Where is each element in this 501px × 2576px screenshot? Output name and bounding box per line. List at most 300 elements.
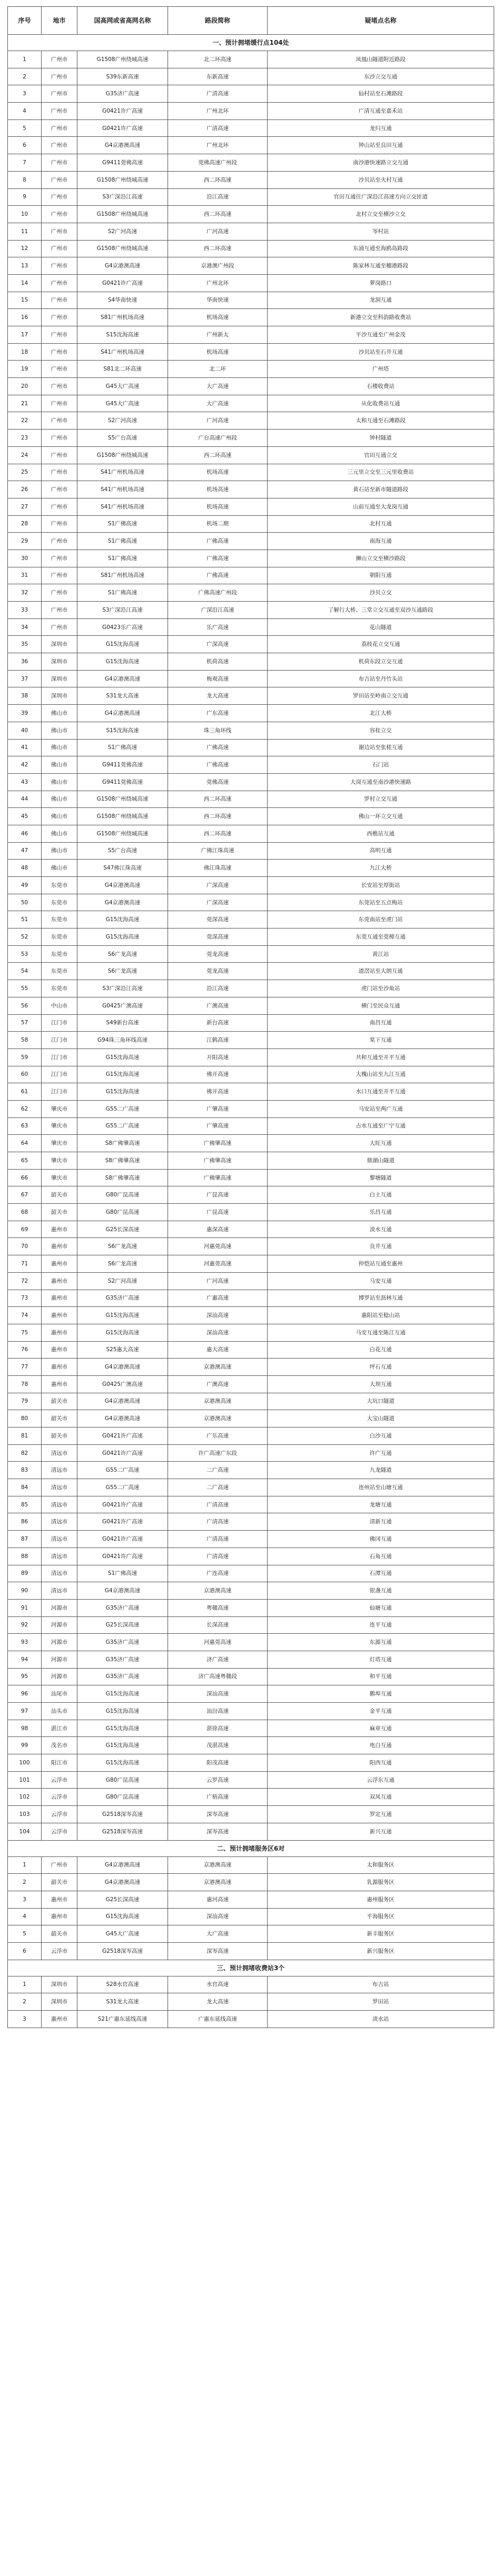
cell-highway: G25长深高速 — [77, 1221, 168, 1238]
cell-section: 广清高速 — [168, 1531, 268, 1548]
cell-index: 69 — [8, 1221, 42, 1238]
cell-index: 28 — [8, 515, 42, 533]
cell-section: 云罗高速 — [168, 1771, 268, 1789]
cell-section: 大广高速 — [168, 378, 268, 395]
cell-city: 肇庆市 — [42, 1117, 77, 1135]
cell-city: 广州市 — [42, 223, 77, 240]
table-row — [8, 1152, 494, 1170]
table-row — [8, 1823, 494, 1840]
cell-index: 92 — [8, 1616, 42, 1634]
table-row — [8, 154, 494, 172]
cell-section: 机场二期 — [168, 515, 268, 533]
table-row — [8, 1651, 494, 1668]
cell-spot: 麻章互通 — [268, 1720, 494, 1737]
cell-highway: S41广州机场高速 — [77, 481, 168, 498]
cell-spot: 高明互通 — [268, 842, 494, 860]
cell-highway: G15沈海高速 — [77, 636, 168, 653]
cell-section: 开阳高速 — [168, 1049, 268, 1066]
cell-highway: G4京港澳高速 — [77, 1856, 168, 1874]
cell-spot: 石角互通 — [268, 1547, 494, 1565]
table-row — [8, 1942, 494, 1960]
cell-highway: G15沈海高速 — [77, 1908, 168, 1925]
cell-highway: S1广佛高速 — [77, 533, 168, 550]
cell-section: 广佛高速 — [168, 550, 268, 567]
cell-city: 东莞市 — [42, 911, 77, 928]
cell-city: 广州市 — [42, 602, 77, 619]
cell-section: 长深高速 — [168, 1616, 268, 1634]
cell-city: 佛山市 — [42, 756, 77, 774]
cell-spot: 荔枝花立交互通 — [268, 636, 494, 653]
cell-spot: 博罗站至沥林互通 — [268, 1290, 494, 1307]
cell-city: 云浮市 — [42, 1806, 77, 1823]
cell-section: 广昆高速 — [168, 1186, 268, 1204]
table-row — [8, 1565, 494, 1582]
cell-spot: 凤凰山隧道附近路段 — [268, 51, 494, 68]
cell-city: 江门市 — [42, 1014, 77, 1032]
cell-spot: 大槐山站至九江互通 — [268, 1066, 494, 1083]
cell-city: 湛江市 — [42, 1720, 77, 1737]
section-title: 二、预计拥堵服务区6对 — [8, 1840, 494, 1856]
table-row — [8, 481, 494, 498]
cell-section: 茂湛高速 — [168, 1737, 268, 1754]
cell-section: 广深高速 — [168, 636, 268, 653]
cell-highway: G4京港澳高速 — [77, 670, 168, 687]
cell-city: 清远市 — [42, 1479, 77, 1496]
cell-section: 湛徐高速 — [168, 1720, 268, 1737]
cell-section: 深岑高速 — [168, 1823, 268, 1840]
table-row — [8, 1771, 494, 1789]
cell-index: 2 — [8, 68, 42, 85]
cell-spot: 和平互通 — [268, 1668, 494, 1685]
cell-index: 10 — [8, 206, 42, 223]
cell-highway: G55二广高速 — [77, 1462, 168, 1479]
cell-index: 98 — [8, 1720, 42, 1737]
cell-spot: 三元里立交至三元里收费站 — [268, 464, 494, 481]
cell-city: 韶关市 — [42, 1427, 77, 1445]
cell-highway: G4京港澳高速 — [77, 137, 168, 154]
cell-spot: 石潭互通 — [268, 1565, 494, 1582]
cell-city: 云浮市 — [42, 1942, 77, 1960]
cell-index: 65 — [8, 1152, 42, 1170]
cell-section: 广佛肇高速 — [168, 1169, 268, 1186]
table-row — [8, 911, 494, 928]
cell-city: 东莞市 — [42, 877, 77, 894]
cell-city: 肇庆市 — [42, 1152, 77, 1170]
cell-spot: 谢边站至张槎互通 — [268, 739, 494, 756]
table-row — [8, 1754, 494, 1772]
cell-highway: G15沈海高速 — [77, 1307, 168, 1324]
table-row — [8, 791, 494, 808]
cell-city: 广州市 — [42, 85, 77, 103]
cell-index: 66 — [8, 1169, 42, 1186]
table-row — [8, 343, 494, 361]
cell-highway: S41广州机场高速 — [77, 498, 168, 515]
cell-city: 河源市 — [42, 1651, 77, 1668]
cell-index: 90 — [8, 1582, 42, 1600]
cell-highway: G2518深岑高速 — [77, 1942, 168, 1960]
cell-highway: S1广佛高速 — [77, 550, 168, 567]
cell-index: 41 — [8, 739, 42, 756]
cell-highway: G25长深高速 — [77, 1616, 168, 1634]
cell-index: 8 — [8, 171, 42, 188]
cell-spot: 白土互通 — [268, 1186, 494, 1204]
table-row — [8, 1307, 494, 1324]
table-row — [8, 119, 494, 137]
cell-highway: S41广州机场高速 — [77, 343, 168, 361]
cell-city: 云浮市 — [42, 1771, 77, 1789]
cell-city: 惠州市 — [42, 2011, 77, 2028]
cell-spot: 黄江站 — [268, 945, 494, 963]
cell-section: 广佛高速 — [168, 533, 268, 550]
cell-highway: G4京港澳高速 — [77, 1393, 168, 1410]
table-row — [8, 1238, 494, 1255]
cell-section: 深汕高速 — [168, 1685, 268, 1703]
cell-spot: 新兴服务区 — [268, 1942, 494, 1960]
cell-highway: S6广龙高速 — [77, 1255, 168, 1273]
cell-index: 95 — [8, 1668, 42, 1685]
cell-city: 惠州市 — [42, 1290, 77, 1307]
cell-highway: G35济广高速 — [77, 1651, 168, 1668]
table-row — [8, 171, 494, 188]
cell-spot: 金平互通 — [268, 1703, 494, 1720]
cell-index: 30 — [8, 550, 42, 567]
cell-highway: G0423乐广高速 — [77, 618, 168, 636]
cell-spot: 共和互通至开平互通 — [268, 1049, 494, 1066]
cell-highway: S8广佛肇高速 — [77, 1169, 168, 1186]
cell-highway: G15沈海高速 — [77, 1720, 168, 1737]
table-row — [8, 1582, 494, 1600]
cell-spot: 罗田站 — [268, 1993, 494, 2011]
table-row — [8, 842, 494, 860]
table-row — [8, 567, 494, 584]
cell-spot: 道滘站至大朗互通 — [268, 963, 494, 980]
cell-index: 26 — [8, 481, 42, 498]
cell-index: 50 — [8, 894, 42, 911]
table-row — [8, 963, 494, 980]
table-row — [8, 2011, 494, 2028]
cell-spot: 广清互通至嘉禾站 — [268, 103, 494, 120]
cell-spot: 阳西互通 — [268, 1754, 494, 1772]
cell-highway: G4京港澳高速 — [77, 705, 168, 722]
cell-city: 佛山市 — [42, 722, 77, 739]
cell-spot: 良井互通 — [268, 1238, 494, 1255]
cell-index: 24 — [8, 446, 42, 464]
cell-highway: G4京港澳高速 — [77, 1359, 168, 1376]
cell-city: 韶关市 — [42, 1393, 77, 1410]
table-row — [8, 1634, 494, 1651]
cell-city: 惠州市 — [42, 1359, 77, 1376]
cell-highway: G15沈海高速 — [77, 1754, 168, 1772]
cell-spot: 北村立交至横沙立交 — [268, 206, 494, 223]
cell-index: 4 — [8, 1908, 42, 1925]
cell-city: 佛山市 — [42, 773, 77, 791]
cell-city: 广州市 — [42, 533, 77, 550]
cell-index: 35 — [8, 636, 42, 653]
cell-section: 西二环高速 — [168, 791, 268, 808]
cell-section: 大广高速 — [168, 1925, 268, 1943]
cell-spot: 东莞南站至虎门站 — [268, 911, 494, 928]
cell-index: 86 — [8, 1513, 42, 1531]
cell-index: 36 — [8, 653, 42, 671]
cell-section: 广州北环 — [168, 274, 268, 292]
cell-spot: 水口互通至开平互通 — [268, 1083, 494, 1101]
cell-spot: 西樵站互通 — [268, 825, 494, 842]
cell-city: 佛山市 — [42, 705, 77, 722]
table-row — [8, 51, 494, 68]
cell-city: 深圳市 — [42, 653, 77, 671]
cell-city: 江门市 — [42, 1032, 77, 1049]
cell-highway: S49新台高速 — [77, 1014, 168, 1032]
cell-city: 深圳市 — [42, 670, 77, 687]
cell-spot: 官田互通往广深沿江高速方向立交匝道 — [268, 188, 494, 206]
cell-index: 102 — [8, 1789, 42, 1806]
cell-spot: 九江大桥 — [268, 860, 494, 877]
cell-city: 江门市 — [42, 1066, 77, 1083]
table-row — [8, 894, 494, 911]
cell-highway: G2518深岑高速 — [77, 1806, 168, 1823]
cell-spot: 淡水互通 — [268, 1221, 494, 1238]
cell-index: 25 — [8, 464, 42, 481]
cell-highway: G2518深岑高速 — [77, 1823, 168, 1840]
cell-index: 22 — [8, 412, 42, 430]
cell-section: 广清高速 — [168, 119, 268, 137]
cell-index: 3 — [8, 85, 42, 103]
cell-highway: G0421许广高速 — [77, 1427, 168, 1445]
cell-spot: 古水互通至广宁互通 — [268, 1117, 494, 1135]
cell-highway: S31龙大高速 — [77, 687, 168, 705]
cell-section: 乐广高速 — [168, 618, 268, 636]
cell-highway: G55二广高速 — [77, 1117, 168, 1135]
cell-highway: G45大广高速 — [77, 378, 168, 395]
cell-city: 广州市 — [42, 257, 77, 275]
table-row — [8, 618, 494, 636]
cell-section: 广佛高速 — [168, 739, 268, 756]
cell-section: 莞龙高速 — [168, 945, 268, 963]
cell-city: 广州市 — [42, 430, 77, 447]
cell-index: 38 — [8, 687, 42, 705]
cell-spot: 云浮东互通 — [268, 1771, 494, 1789]
table-row — [8, 739, 494, 756]
cell-city: 广州市 — [42, 498, 77, 515]
cell-section: 深岑高速 — [168, 1806, 268, 1823]
table-row — [8, 1462, 494, 1479]
cell-index: 34 — [8, 618, 42, 636]
cell-city: 河源市 — [42, 1634, 77, 1651]
cell-spot: 坪石互通 — [268, 1359, 494, 1376]
table-row — [8, 1341, 494, 1359]
cell-section: 广台高速广州段 — [168, 430, 268, 447]
cell-highway: S6广龙高速 — [77, 963, 168, 980]
cell-section: 佛开高速 — [168, 1066, 268, 1083]
cell-index: 100 — [8, 1754, 42, 1772]
cell-spot: 大坝互通 — [268, 1375, 494, 1393]
cell-spot: 新港立交至科韵路收费站 — [268, 309, 494, 326]
table-row — [8, 808, 494, 825]
cell-highway: G15沈海高速 — [77, 1049, 168, 1066]
cell-highway: G1508广州绕城高速 — [77, 51, 168, 68]
table-row — [8, 1204, 494, 1221]
cell-city: 广州市 — [42, 171, 77, 188]
cell-index: 3 — [8, 1891, 42, 1908]
cell-highway: G9411莞佛高速 — [77, 154, 168, 172]
cell-highway: G0421许广高速 — [77, 119, 168, 137]
cell-section: 机场高速 — [168, 343, 268, 361]
cell-city: 阳江市 — [42, 1754, 77, 1772]
cell-city: 深圳市 — [42, 636, 77, 653]
cell-spot: 佛冈互通 — [268, 1531, 494, 1548]
cell-highway: S21广惠东延线高速 — [77, 2011, 168, 2028]
cell-city: 清远市 — [42, 1496, 77, 1513]
cell-spot: 南海互通 — [268, 533, 494, 550]
cell-spot: 马安站至两广互通 — [268, 1100, 494, 1117]
cell-highway: G1508广州绕城高速 — [77, 171, 168, 188]
cell-index: 6 — [8, 137, 42, 154]
cell-city: 肇庆市 — [42, 1100, 77, 1117]
cell-index: 96 — [8, 1685, 42, 1703]
cell-highway: S1广佛高速 — [77, 584, 168, 602]
cell-index: 54 — [8, 963, 42, 980]
cell-spot: 狮山立交至横沙路段 — [268, 550, 494, 567]
table-row — [8, 1599, 494, 1616]
cell-section: 济广高速粤赣段 — [168, 1668, 268, 1685]
table-row — [8, 687, 494, 705]
cell-section: 阳茂高速 — [168, 1754, 268, 1772]
table-row — [8, 825, 494, 842]
table-row — [8, 274, 494, 292]
cell-city: 广州市 — [42, 584, 77, 602]
cell-section: 广昆高速 — [168, 1204, 268, 1221]
cell-index: 43 — [8, 773, 42, 791]
cell-highway: S3广深沿江高速 — [77, 980, 168, 997]
cell-highway: G4京港澳高速 — [77, 894, 168, 911]
cell-spot: 银盏互通 — [268, 1582, 494, 1600]
table-row — [8, 756, 494, 774]
table-body — [8, 35, 494, 2028]
cell-section: 西二环高速 — [168, 808, 268, 825]
table-row — [8, 1789, 494, 1806]
cell-spot: 东源互通 — [268, 1634, 494, 1651]
cell-spot: 灯塔互通 — [268, 1651, 494, 1668]
cell-spot: 岑村站 — [268, 223, 494, 240]
cell-index: 61 — [8, 1083, 42, 1101]
cell-highway: G0425广澳高速 — [77, 1375, 168, 1393]
cell-section: 江鹤高速 — [168, 1032, 268, 1049]
cell-city: 广州市 — [42, 154, 77, 172]
cell-highway: G15沈海高速 — [77, 911, 168, 928]
cell-index: 88 — [8, 1547, 42, 1565]
cell-index: 14 — [8, 274, 42, 292]
cell-city: 东莞市 — [42, 928, 77, 946]
table-row — [8, 85, 494, 103]
table-row — [8, 464, 494, 481]
table-row — [8, 1135, 494, 1152]
cell-city: 广州市 — [42, 567, 77, 584]
cell-city: 中山市 — [42, 997, 77, 1014]
cell-index: 5 — [8, 119, 42, 137]
cell-city: 清远市 — [42, 1582, 77, 1600]
cell-index: 85 — [8, 1496, 42, 1513]
cell-spot: 马安互通 — [268, 1272, 494, 1290]
table-row — [8, 1874, 494, 1891]
table-row — [8, 515, 494, 533]
cell-section: 深汕高速 — [168, 1908, 268, 1925]
cell-highway: G1508广州绕城高速 — [77, 446, 168, 464]
cell-section: 京港澳高速 — [168, 1856, 268, 1874]
cell-city: 清远市 — [42, 1513, 77, 1531]
header-section: 路段简称 — [168, 7, 268, 35]
cell-spot: 了解行大桥、三堂立交互通至双沙互通路段 — [268, 602, 494, 619]
table-row — [8, 1083, 494, 1101]
cell-spot: 虎门站至沙角站 — [268, 980, 494, 997]
table-row — [8, 1496, 494, 1513]
cell-highway: S3广深沿江高速 — [77, 602, 168, 619]
table-row — [8, 137, 494, 154]
cell-city: 广州市 — [42, 103, 77, 120]
cell-city: 佛山市 — [42, 860, 77, 877]
congestion-table — [7, 6, 494, 2028]
table-row — [8, 980, 494, 997]
cell-city: 广州市 — [42, 274, 77, 292]
cell-highway: G35济广高速 — [77, 1634, 168, 1651]
section-row — [8, 35, 494, 51]
table-row — [8, 1479, 494, 1496]
cell-section: 京港澳高速 — [168, 1393, 268, 1410]
cell-highway: G1508广州绕城高速 — [77, 825, 168, 842]
cell-spot: 东沙立交互通 — [268, 68, 494, 85]
cell-city: 佛山市 — [42, 739, 77, 756]
cell-spot: 九龙隧道 — [268, 1462, 494, 1479]
cell-highway: G4京港澳高速 — [77, 1410, 168, 1427]
cell-section: 珠三角环线 — [168, 722, 268, 739]
cell-section: 新台高速 — [168, 1014, 268, 1032]
table-row — [8, 361, 494, 378]
cell-spot: 白花互通 — [268, 1341, 494, 1359]
cell-spot: 布吉站 — [268, 1976, 494, 1993]
cell-highway: G1508广州绕城高速 — [77, 808, 168, 825]
cell-spot: 石门站 — [268, 756, 494, 774]
table-row — [8, 1856, 494, 1874]
cell-city: 韶关市 — [42, 1204, 77, 1221]
cell-section: 西二环高速 — [168, 206, 268, 223]
cell-city: 广州市 — [42, 515, 77, 533]
table-row — [8, 1324, 494, 1341]
cell-spot: 黄石站至新市隧道路段 — [268, 481, 494, 498]
cell-section: 广河高速 — [168, 223, 268, 240]
cell-highway: S1广佛高速 — [77, 515, 168, 533]
cell-index: 37 — [8, 670, 42, 687]
cell-index: 77 — [8, 1359, 42, 1376]
cell-spot: 东涌互通至海鸥岛路段 — [268, 240, 494, 257]
cell-highway: G9411莞佛高速 — [77, 756, 168, 774]
cell-highway: G35济广高速 — [77, 85, 168, 103]
cell-index: 76 — [8, 1341, 42, 1359]
cell-city: 东莞市 — [42, 980, 77, 997]
cell-section: 莞深高速 — [168, 911, 268, 928]
cell-city: 广州市 — [42, 137, 77, 154]
table-row — [8, 103, 494, 120]
cell-city: 韶关市 — [42, 1874, 77, 1891]
cell-section: 沿江高速 — [168, 980, 268, 997]
cell-index: 15 — [8, 292, 42, 309]
cell-highway: S1广佛高速 — [77, 1565, 168, 1582]
cell-section: 莞深高速 — [168, 928, 268, 946]
cell-section: 广佛高速 — [168, 756, 268, 774]
cell-city: 清远市 — [42, 1444, 77, 1462]
cell-spot: 仙塘互通 — [268, 1599, 494, 1616]
cell-index: 80 — [8, 1410, 42, 1427]
cell-index: 51 — [8, 911, 42, 928]
cell-section: 莞龙高速 — [168, 963, 268, 980]
